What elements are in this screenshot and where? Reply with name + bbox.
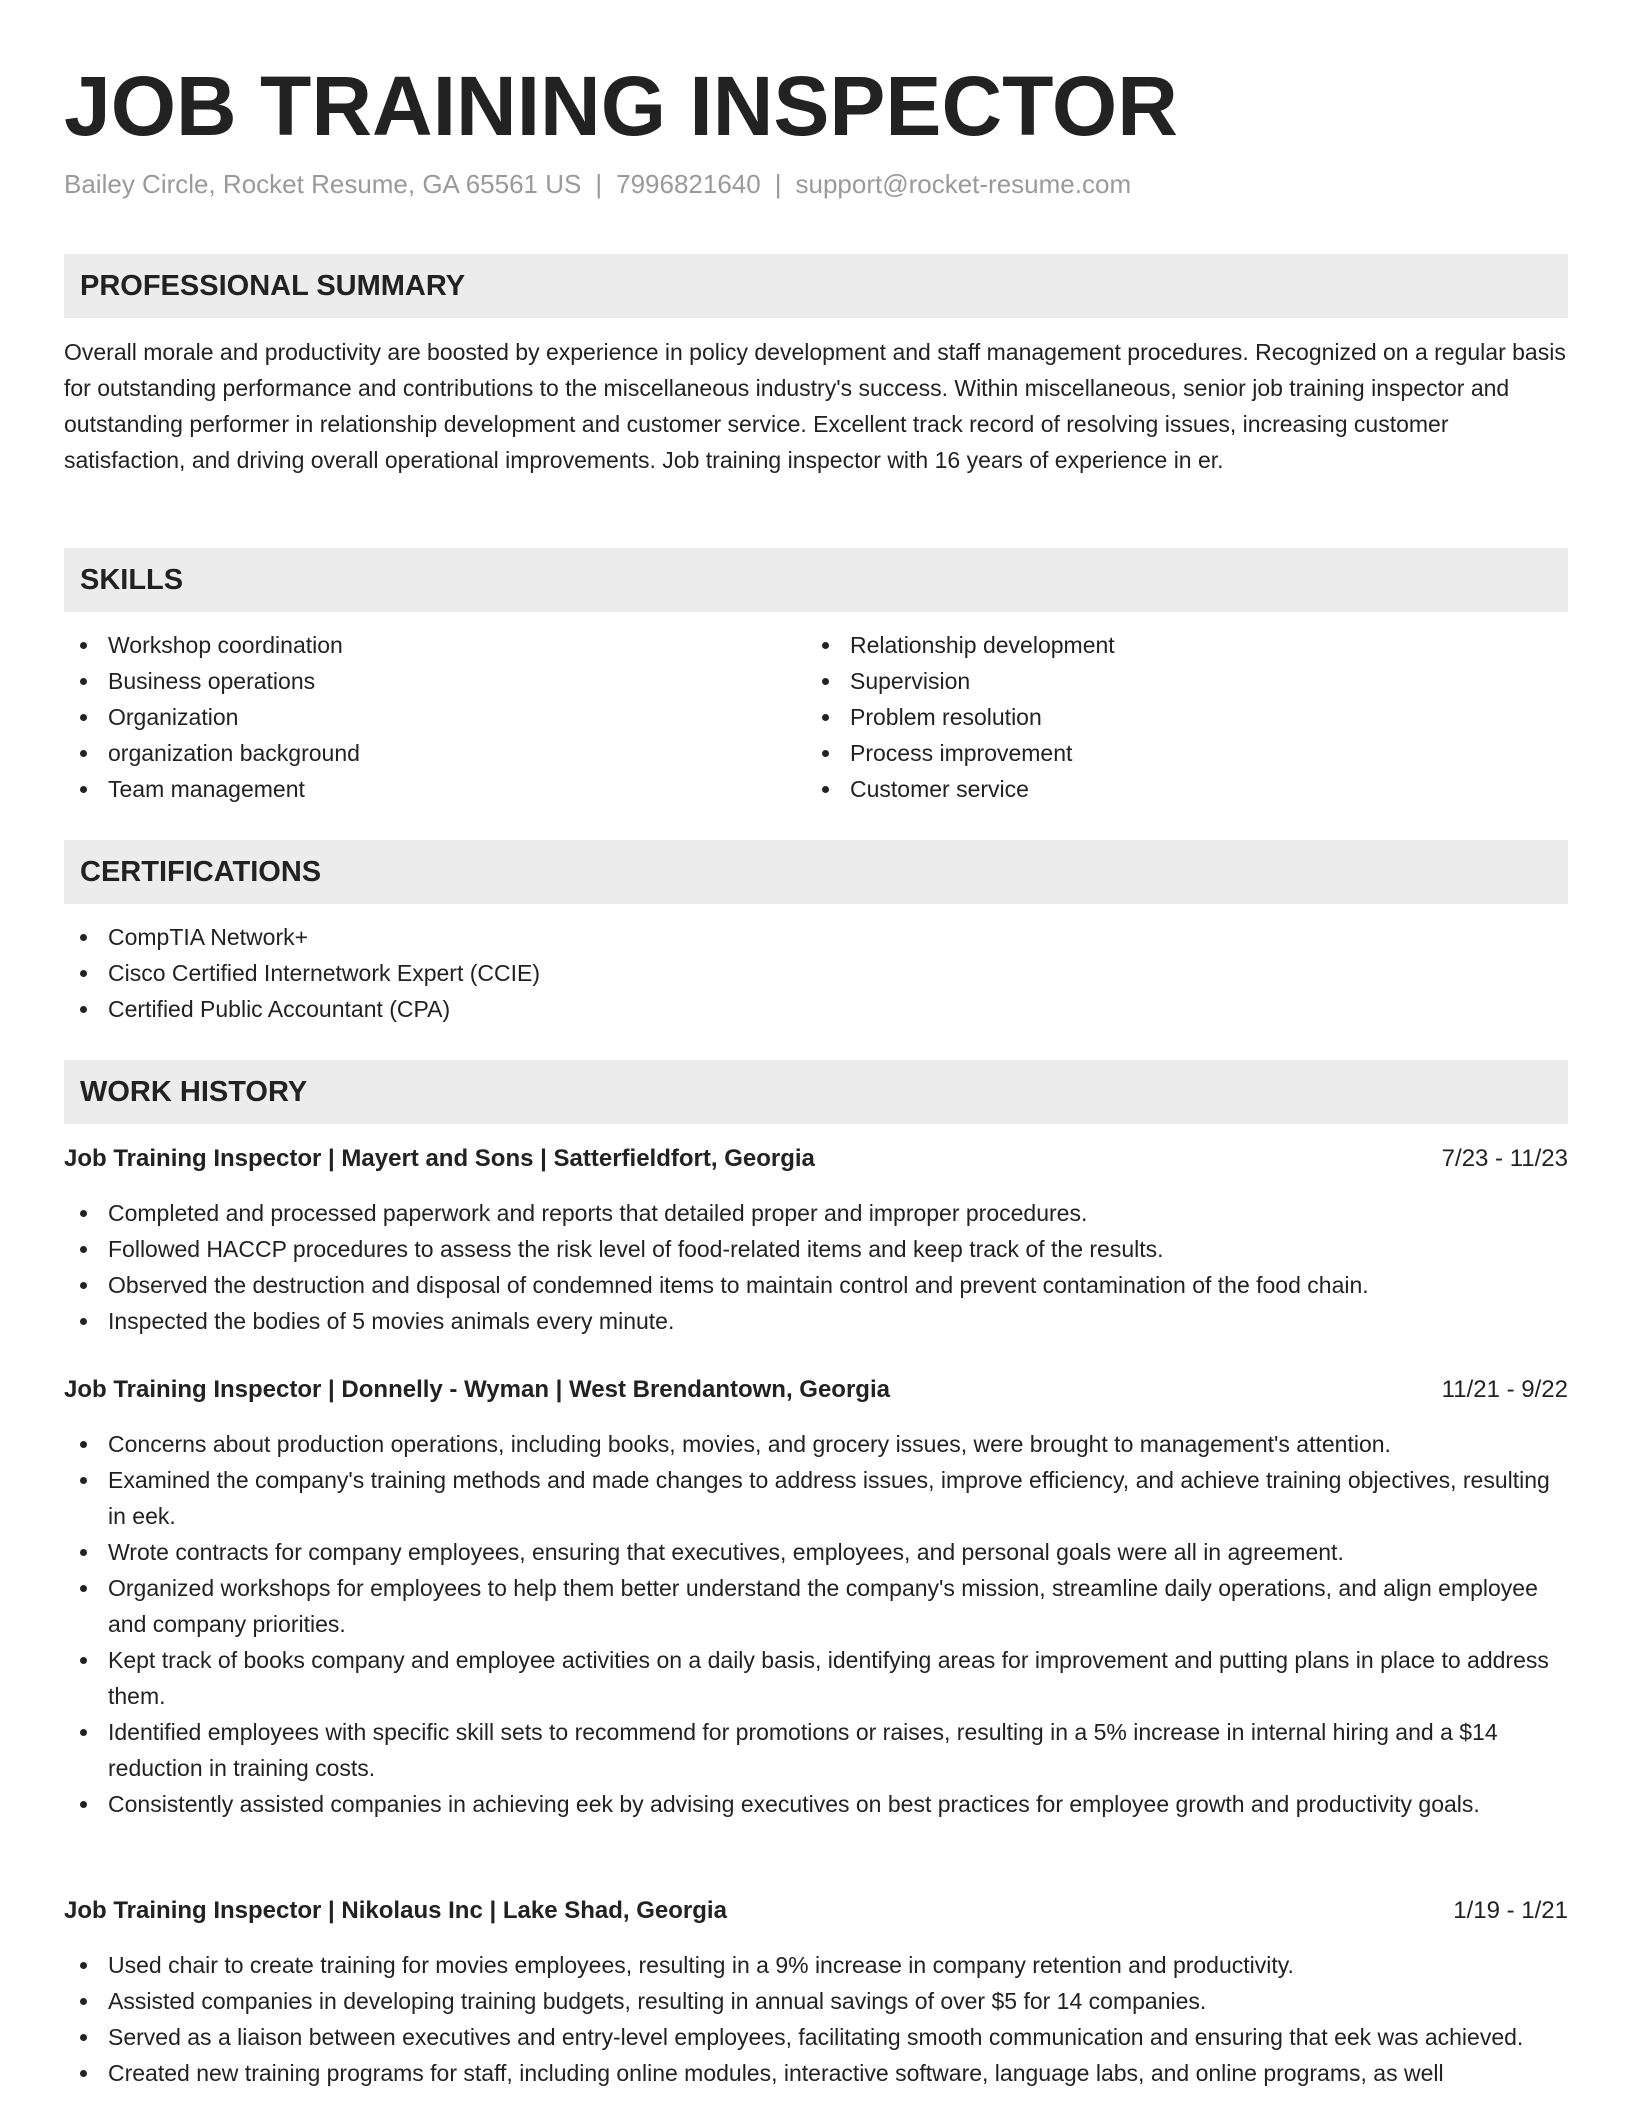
skills-heading: SKILLS <box>64 548 1568 612</box>
job-dates: 1/19 - 1/21 <box>1453 1897 1568 1924</box>
job-dates: 7/23 - 11/23 <box>1441 1145 1568 1172</box>
list-item: Assisted companies in developing training budgets, resulting in annual savings of over $5 for 14 companies. <box>64 1983 1568 2019</box>
list-item: Organized workshops for employees to help them better understand the company's mission, streamline daily operations, and align employee and company priorities. <box>64 1570 1568 1642</box>
list-item: Wrote contracts for company employees, ensuring that executives, employees, and personal goals were all in agreement. <box>64 1534 1568 1570</box>
certifications-list <box>64 919 1568 1027</box>
job-header <box>64 1893 1568 1929</box>
list-item: Identified employees with specific skill sets to recommend for promotions or raises, resulting in a 5% increase in internal hiring and a $14 reduction in training costs. <box>64 1714 1568 1786</box>
job-bullets <box>64 1947 1568 2091</box>
list-item: Relationship development <box>806 627 1548 663</box>
list-item: Created new training programs for staff, including online modules, interactive software, language labs, and online programs, as well <box>64 2055 1568 2091</box>
job-title: Job Training Inspector | Donnelly - Wyman | West Brendantown, Georgia <box>64 1376 890 1403</box>
job-title: Job Training Inspector | Nikolaus Inc | Lake Shad, Georgia <box>64 1897 727 1924</box>
skills-column-left <box>64 627 806 807</box>
list-item: Observed the destruction and disposal of condemned items to maintain control and prevent contamination of the food chain. <box>64 1267 1568 1303</box>
summary-heading: PROFESSIONAL SUMMARY <box>64 254 1568 318</box>
job-bullets <box>64 1426 1568 1822</box>
list-item: Customer service <box>806 771 1548 807</box>
skills-column-right <box>806 627 1548 807</box>
list-item: Certified Public Accountant (CPA) <box>64 991 1568 1027</box>
contact-phone: 7996821640 <box>616 169 761 199</box>
job-bullets <box>64 1195 1568 1339</box>
list-item: Workshop coordination <box>64 627 806 663</box>
list-item: Kept track of books company and employee activities on a daily basis, identifying areas for improvement and putting plans in place to address them. <box>64 1642 1568 1714</box>
list-item: organization background <box>64 735 806 771</box>
contact-email: support@rocket-resume.com <box>795 169 1132 199</box>
skills-list <box>64 627 1568 807</box>
contact-line <box>64 166 1131 202</box>
contact-address: Bailey Circle, Rocket Resume, GA 65561 US <box>64 169 582 199</box>
contact-separator: | <box>595 169 603 199</box>
list-item: Served as a liaison between executives and entry-level employees, facilitating smooth communication and ensuring that eek was achieved. <box>64 2019 1568 2055</box>
list-item: Concerns about production operations, including books, movies, and grocery issues, were brought to management's attention. <box>64 1426 1568 1462</box>
summary-text: Overall morale and productivity are boosted by experience in policy development and staff management procedures. Recognized on a regular basis for outstanding performance and contributions to the miscellaneous industry's success. Within miscellaneous, senior job training inspector and outstanding performer in relationship development and customer service. Excellent track record of resolving issues, increasing customer satisfaction, and driving overall operational improvements. Job training inspector with 16 years of experience in er. <box>64 339 1566 473</box>
list-item: Problem resolution <box>806 699 1548 735</box>
list-item: Completed and processed paperwork and reports that detailed proper and improper procedures. <box>64 1195 1568 1231</box>
contact-separator: | <box>774 169 782 199</box>
list-item: Consistently assisted companies in achieving eek by advising executives on best practices for employee growth and productivity goals. <box>64 1786 1568 1822</box>
list-item: Followed HACCP procedures to assess the risk level of food-related items and keep track of the results. <box>64 1231 1568 1267</box>
job-title: Job Training Inspector | Mayert and Sons | Satterfieldfort, Georgia <box>64 1145 815 1172</box>
list-item: CompTIA Network+ <box>64 919 1568 955</box>
job-dates: 11/21 - 9/22 <box>1441 1376 1568 1403</box>
job-entry <box>64 1141 1568 1339</box>
job-entry <box>64 1372 1568 1822</box>
job-header <box>64 1372 1568 1408</box>
candidate-name: JOB TRAINING INSPECTOR <box>64 59 1178 153</box>
certifications-heading: CERTIFICATIONS <box>64 840 1568 904</box>
list-item: Cisco Certified Internetwork Expert (CCIE) <box>64 955 1568 991</box>
work-history-heading: WORK HISTORY <box>64 1060 1568 1124</box>
list-item: Team management <box>64 771 806 807</box>
list-item: Inspected the bodies of 5 movies animals every minute. <box>64 1303 1568 1339</box>
list-item: Examined the company's training methods and made changes to address issues, improve efficiency, and achieve training objectives, resulting in eek. <box>64 1462 1568 1534</box>
list-item: Process improvement <box>806 735 1548 771</box>
list-item: Business operations <box>64 663 806 699</box>
job-entry <box>64 1893 1568 2091</box>
list-item: Supervision <box>806 663 1548 699</box>
list-item: Organization <box>64 699 806 735</box>
list-item: Used chair to create training for movies employees, resulting in a 9% increase in company retention and productivity. <box>64 1947 1568 1983</box>
job-header <box>64 1141 1568 1177</box>
